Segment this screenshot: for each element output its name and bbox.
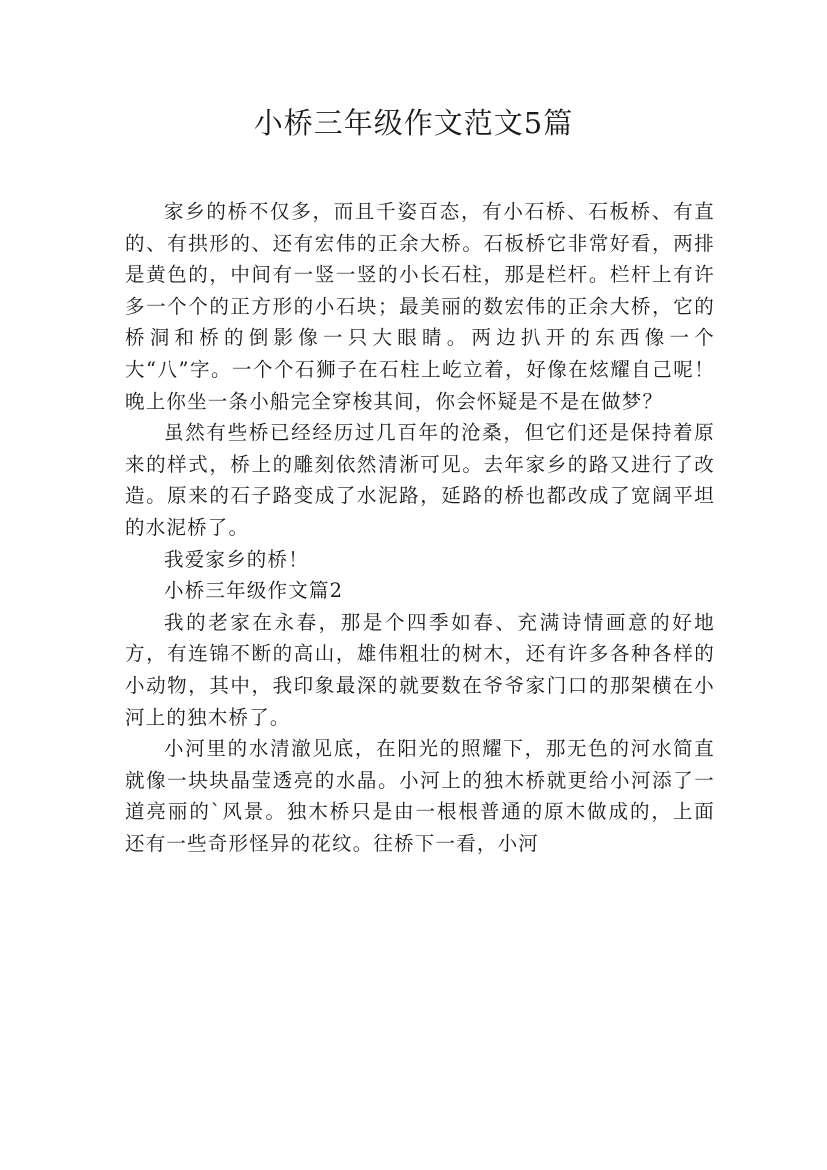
paragraph-bridges-history: 虽然有些桥已经经历过几百年的沧桑，但它们还是保持着原来的样式，桥上的雕刻依然清淅可见。去年家乡的路又进行了改造。原来的石子路变成了水泥路，延路的桥也都改成了宽阔平坦的水泥桥了。 [125,421,715,539]
essay-2-heading: 小桥三年级作文篇2 [164,579,344,603]
document-body [125,196,715,859]
document-title: 小桥三年级作文范文5篇 [253,106,574,140]
paragraph-love-bridges: 我爱家乡的桥！ [164,547,309,571]
paragraph-river-log-bridge: 小河里的水清澈见底，在阳光的照耀下，那无色的河水简直就像一块块晶莹透亮的水晶。小河上的独木桥就更给小河添了一道亮丽的`风景。独木桥只是由一根根普通的原木做成的，上面还有一些奇形怪异的花纹。往桥下一看，小河 [125,737,715,855]
paragraph-yongchun-hometown: 我的老家在永春，那是个四季如春、充满诗情画意的好地方，有连锦不断的高山，雄伟粗壮的树木，还有许多各种各样的小动物，其中，我印象最深的就要数在爷爷家门口的那架横在小河上的独木桥了。 [125,610,715,729]
paragraph-bridges-hometown: 家乡的桥不仅多，而且千姿百态，有小石桥、石板桥、有直的、有拱形的、还有宏伟的正余大桥。石板桥它非常好看，两排是黄色的，中间有一竖一竖的小长石柱，那是栏杆。栏杆上有许多一个个的正方形的小石块；最美丽的数宏伟的正余大桥，它的桥洞和桥的倒影像一只大眼睛。两边扒开的东西像一个大“八”字。一个个石狮子在石柱上屹立着，好像在炫耀自己呢！晚上你坐一条小船完全穿梭其间，你会怀疑是不是在做梦？ [125,200,715,413]
